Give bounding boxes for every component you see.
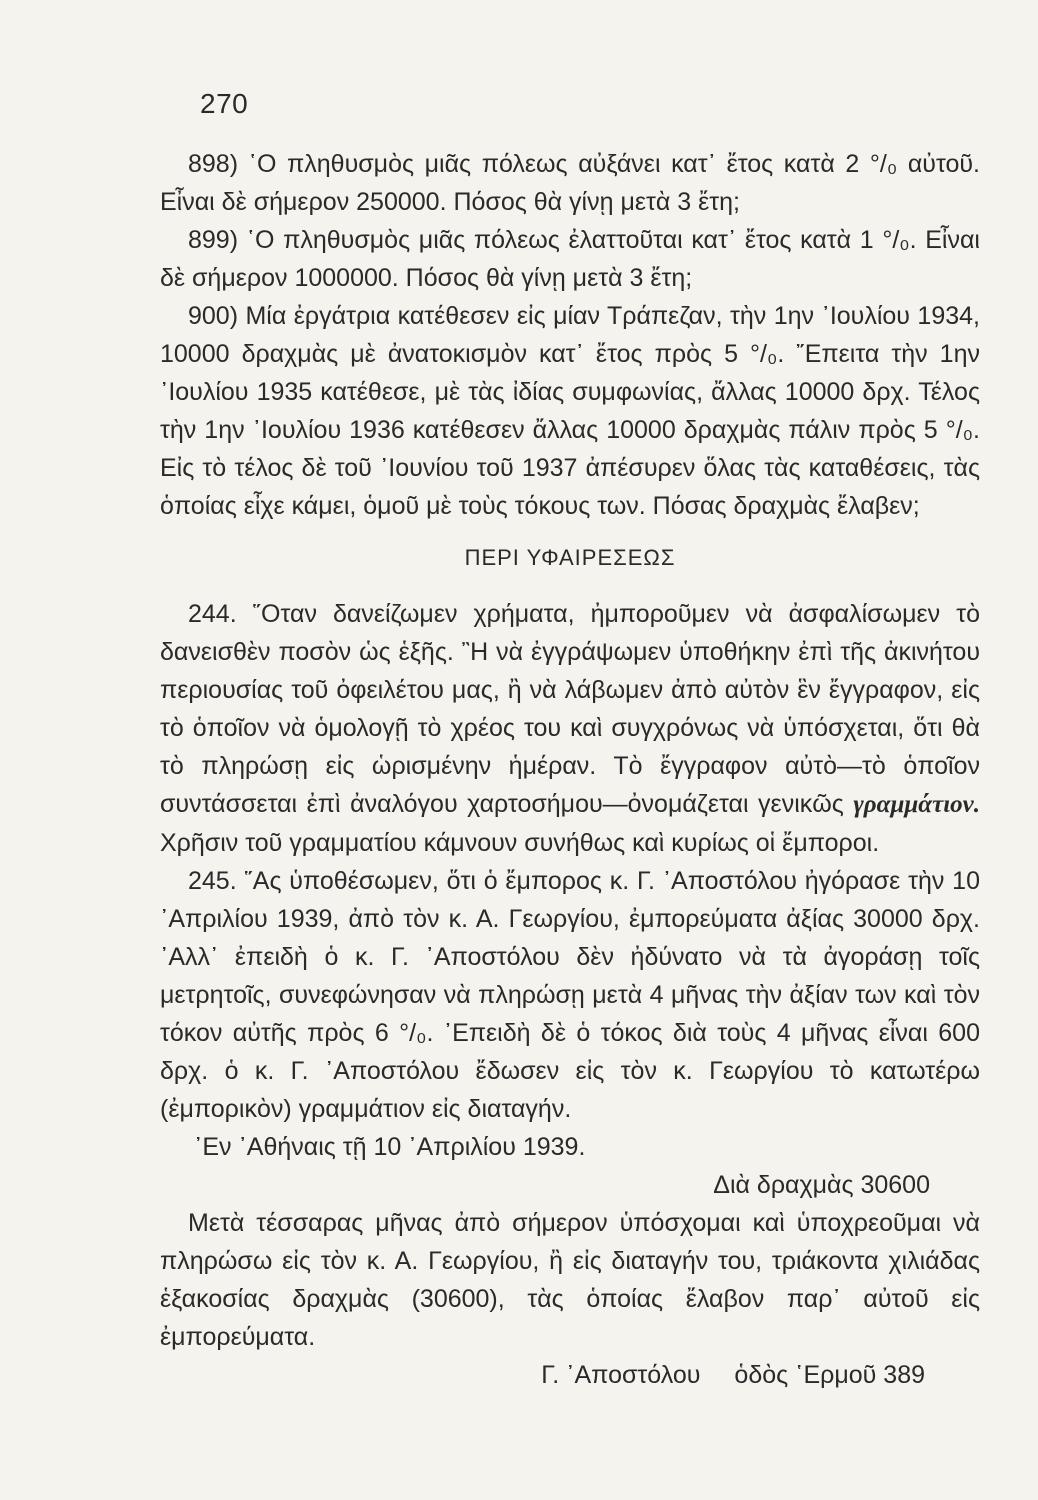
- note-address: ὁδὸς ῾Ερμοῦ 389: [734, 1361, 925, 1389]
- section-heading: ΠΕΡΙ ΥΦΑΙΡΕΣΕΩΣ: [464, 545, 676, 570]
- paragraph-244-text-end: Χρῆσιν τοῦ γραμματίου κάμνουν συνήθως καὶ κυρίως οἱ ἔμποροι.: [160, 829, 880, 857]
- note-place-date: ᾽Εν ᾽Αθήναις τῇ 10 ᾽Απριλίου 1939.: [194, 1133, 586, 1161]
- paragraph-244-term: γραμμάτιον.: [853, 791, 980, 818]
- paragraph-244: [160, 595, 980, 862]
- subtraction-section: [160, 595, 980, 1394]
- margin-speck: [22, 1460, 28, 1470]
- paragraph-244-text: 244. ῞Οταν δανείζωμεν χρήματα, ἠμποροῦμεν νὰ ἀσφαλίσωμεν τὸ δανεισθὲν ποσὸν ὡς ἑξῆς. ῍Η νὰ ἐγγράψωμεν ὑποθήκην ἐπὶ τῆς ἀκινήτου περιουσίας τοῦ ὀφειλέτου μας, ἢ νὰ λάβωμεν ἀπὸ αὐτὸν ἓν ἔγγραφον, εἰς τὸ ὁποῖον νὰ ὁμολογῇ τὸ χρέος του καὶ συγχρόνως νὰ ὑπόσχεται, ὅτι θὰ τὸ πληρώσῃ εἰς ὡρισμένην ἡμέραν. Τὸ ἔγγραφον αὐτὸ—τὸ ὁποῖον συντάσσεται ἐπὶ ἀναλόγου χαρτοσήμου—ὀνομάζεται γενικῶς: [160, 600, 980, 818]
- exercise-900: 900) Μία ἐργάτρια κατέθεσεν εἰς μίαν Τράπεζαν, τὴν 1ην ᾽Ιουλίου 1934, 10000 δραχμὰς μὲ ἀνατοκισμὸν κατ᾽ ἔτος πρὸς 5 °/₀. ῎Επειτα τὴν 1ην ᾽Ιουλίου 1935 κατέθεσε, μὲ τὰς ἰδίας συμφωνίας, ἄλλας 10000 δρχ. Τέλος τὴν 1ην ᾽Ιουλίου 1936 κατέθεσεν ἄλλας 10000 δραχμὰς πάλιν πρὸς 5 °/₀. Εἰς τὸ τέλος δὲ τοῦ ᾽Ιουνίου τοῦ 1937 ἀπέσυρεν ὅλας τὰς καταθέσεις, τὰς ὁποίας εἶχε κάμει, ὁμοῦ μὲ τοὺς τόκους των. Πόσας δραχμὰς ἔλαβεν;: [160, 302, 980, 520]
- exercises-block: [160, 145, 980, 525]
- exercise-898: 898) ῾Ο πληθυσμὸς μιᾶς πόλεως αὐξάνει κατ᾽ ἔτος κατὰ 2 °/₀ αὐτοῦ. Εἶναι δὲ σήμερον 250000. Πόσος θὰ γίνῃ μετὰ 3 ἔτη;: [160, 150, 980, 216]
- note-body: Μετὰ τέσσαρας μῆνας ἀπὸ σήμερον ὑπόσχομαι καὶ ὑποχρεοῦμαι νὰ πληρώσω εἰς τὸν κ. Α. Γεωργίου, ἢ εἰς διαταγήν του, τριάκοντα χιλιάδας ἑξακοσίας δραχμὰς (30600), τὰς ὁποίας ἔλαβον παρ᾽ αὐτοῦ εἰς ἐμπορεύματα.: [160, 1209, 980, 1351]
- note-signer: Γ. ᾽Αποστόλου: [541, 1361, 701, 1389]
- page-number: 270: [200, 88, 249, 119]
- note-signature: [160, 1356, 980, 1394]
- exercise-899: 899) ῾Ο πληθυσμὸς μιᾶς πόλεως ἐλαττοῦται κατ᾽ ἔτος κατὰ 1 °/₀. Εἶναι δὲ σήμερον 1000000. Πόσος θὰ γίνῃ μετὰ 3 ἔτη;: [160, 226, 980, 292]
- paragraph-245: 245. ῞Ας ὑποθέσωμεν, ὅτι ὁ ἔμπορος κ. Γ. ᾽Αποστόλου ἠγόρασε τὴν 10 ᾽Απριλίου 1939, ἀπὸ τὸν κ. Α. Γεωργίου, ἐμπορεύματα ἀξίας 30000 δρχ. ᾽Αλλ᾽ ἐπειδὴ ὁ κ. Γ. ᾽Αποστόλου δὲν ἠδύνατο νὰ τὰ ἀγοράσῃ τοῖς μετρητοῖς, συνεφώνησαν νὰ πληρώσῃ μετὰ 4 μῆνας τὴν ἀξίαν των καὶ τὸν τόκον αὐτῆς πρὸς 6 °/₀. ᾽Επειδὴ δὲ ὁ τόκος διὰ τοὺς 4 μῆνας εἶναι 600 δρχ. ὁ κ. Γ. ᾽Αποστόλου ἔδωσεν εἰς τὸν κ. Γεωργίου τὸ κατωτέρω (ἐμπορικὸν) γραμμάτιον εἰς διαταγήν.: [160, 867, 980, 1123]
- note-amount: Διὰ δραχμὰς 30600: [713, 1171, 930, 1199]
